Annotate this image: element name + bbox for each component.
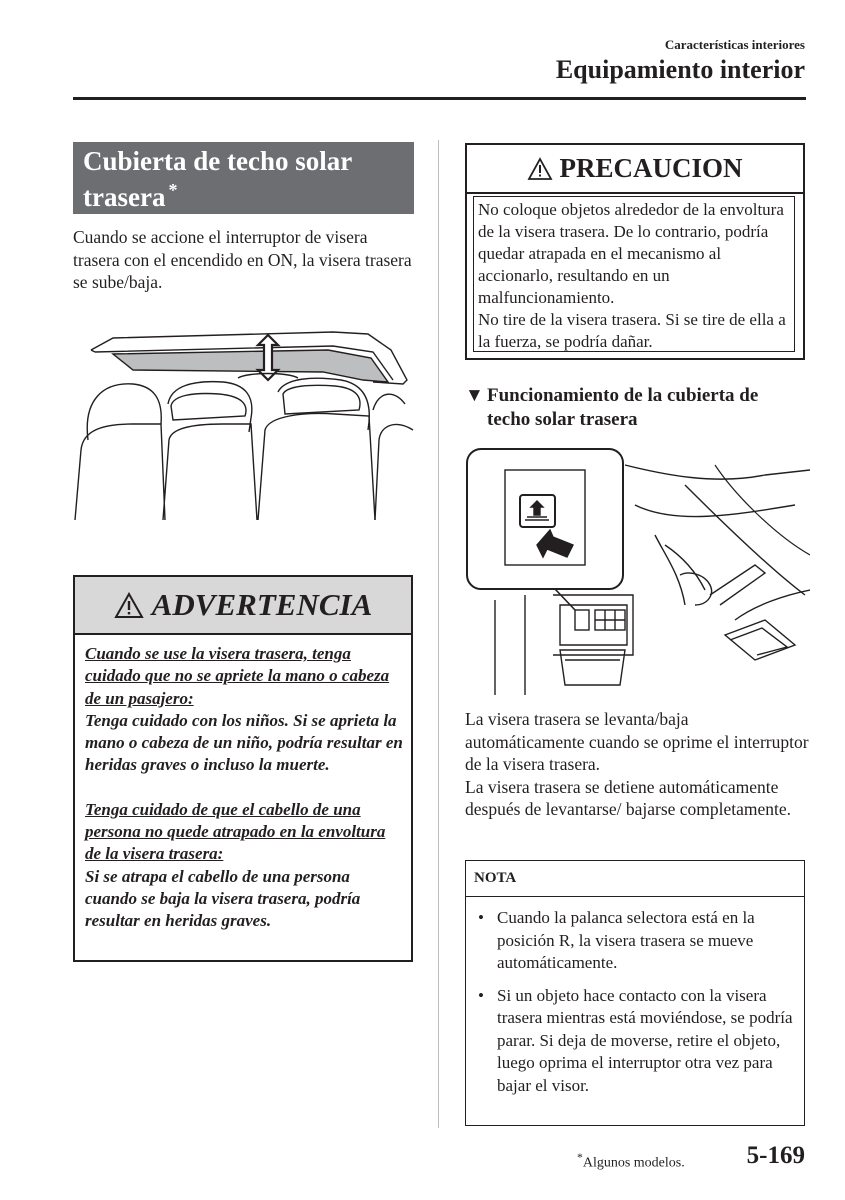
operation-heading-line1: Funcionamiento de la cubierta de xyxy=(487,385,759,406)
caution-paragraph: No tire de la visera trasera. Si se tire de ella a la fuerza, se podría dañar. xyxy=(478,310,786,351)
note-item xyxy=(466,907,804,975)
intro-paragraph: Cuando se accione el interruptor de visera trasera con el encendido en ON, la visera trasera se sube/baja. xyxy=(73,227,412,292)
note-title: NOTA xyxy=(466,861,804,897)
section-title-text: Cubierta de techo solar trasera xyxy=(83,146,352,212)
page-number: 5-169 xyxy=(746,1142,805,1169)
note-item-text: Cuando la palanca selectora está en la posición R, la visera trasera se mueve automáticamente. xyxy=(497,908,755,972)
warning-title: ADVERTENCIA xyxy=(151,587,373,622)
note-box xyxy=(465,860,805,1126)
chapter-title: Características interiores xyxy=(664,37,805,52)
warning-item-heading: Tenga cuidado de que el cabello de una persona no quede atrapado en la envoltura de la visera trasera: xyxy=(85,799,386,864)
warning-triangle-icon xyxy=(114,592,144,619)
section-title xyxy=(73,142,414,214)
header-rule xyxy=(73,97,806,100)
warning-item-heading: Cuando se use la visera trasera, tenga cuidado que no se apriete la mano o cabeza de un pasajero: xyxy=(85,644,390,708)
caution-box xyxy=(465,143,805,360)
footnote-asterisk: * xyxy=(577,1151,583,1164)
operation-heading xyxy=(465,384,810,432)
warning-body xyxy=(85,643,405,933)
rear-sunshade-illustration xyxy=(73,320,418,535)
operation-heading-line2: techo solar trasera xyxy=(487,409,638,430)
triangle-marker-icon: ▼ xyxy=(465,385,484,406)
note-list xyxy=(466,907,804,1107)
bullet-icon: • xyxy=(478,908,484,927)
footnote-text: Algunos modelos. xyxy=(582,1155,685,1171)
caution-paragraph: No coloque objetos alrededor de la envoltura de la visera trasera. De lo contrario, podría quedar atrapada en el mecanismo al accionarlo, resultando en un malfuncionamiento. xyxy=(478,200,784,307)
warning-header xyxy=(75,577,411,635)
warning-triangle-icon xyxy=(527,157,553,181)
operation-paragraph: La visera trasera se levanta/baja automáticamente cuando se oprime el interruptor de la visera trasera. xyxy=(465,709,809,774)
caution-body xyxy=(473,196,795,352)
section-asterisk: * xyxy=(168,180,178,200)
note-item xyxy=(466,985,804,1098)
warning-box xyxy=(73,575,413,962)
warning-item-text: Si se atrapa el cabello de una persona cuando se baja la visera trasera, podría resultar en heridas graves. xyxy=(85,866,361,931)
sunshade-switch-illustration xyxy=(465,445,810,695)
caution-header xyxy=(467,145,803,194)
bullet-icon: • xyxy=(478,985,484,1005)
column-divider xyxy=(438,140,439,1128)
caution-title: PRECAUCION xyxy=(559,153,743,183)
page-title: Equipamiento interior xyxy=(555,55,805,84)
operation-paragraph: La visera trasera se detiene automáticamente después de levantarse/ bajarse completamente. xyxy=(465,776,792,819)
footnote xyxy=(577,1151,685,1172)
operation-description xyxy=(465,708,810,821)
note-item-text: Si un objeto hace contacto con la visera trasera mientras está moviéndose, se podría parar. Si deja de moverse, retire el objeto, luego oprima el interruptor otra vez para bajar el visor. xyxy=(497,985,793,1095)
warning-item-text: Tenga cuidado con los niños. Si se aprieta la mano o cabeza de un niño, podría resultar en heridas graves o incluso la muerte. xyxy=(85,710,403,775)
